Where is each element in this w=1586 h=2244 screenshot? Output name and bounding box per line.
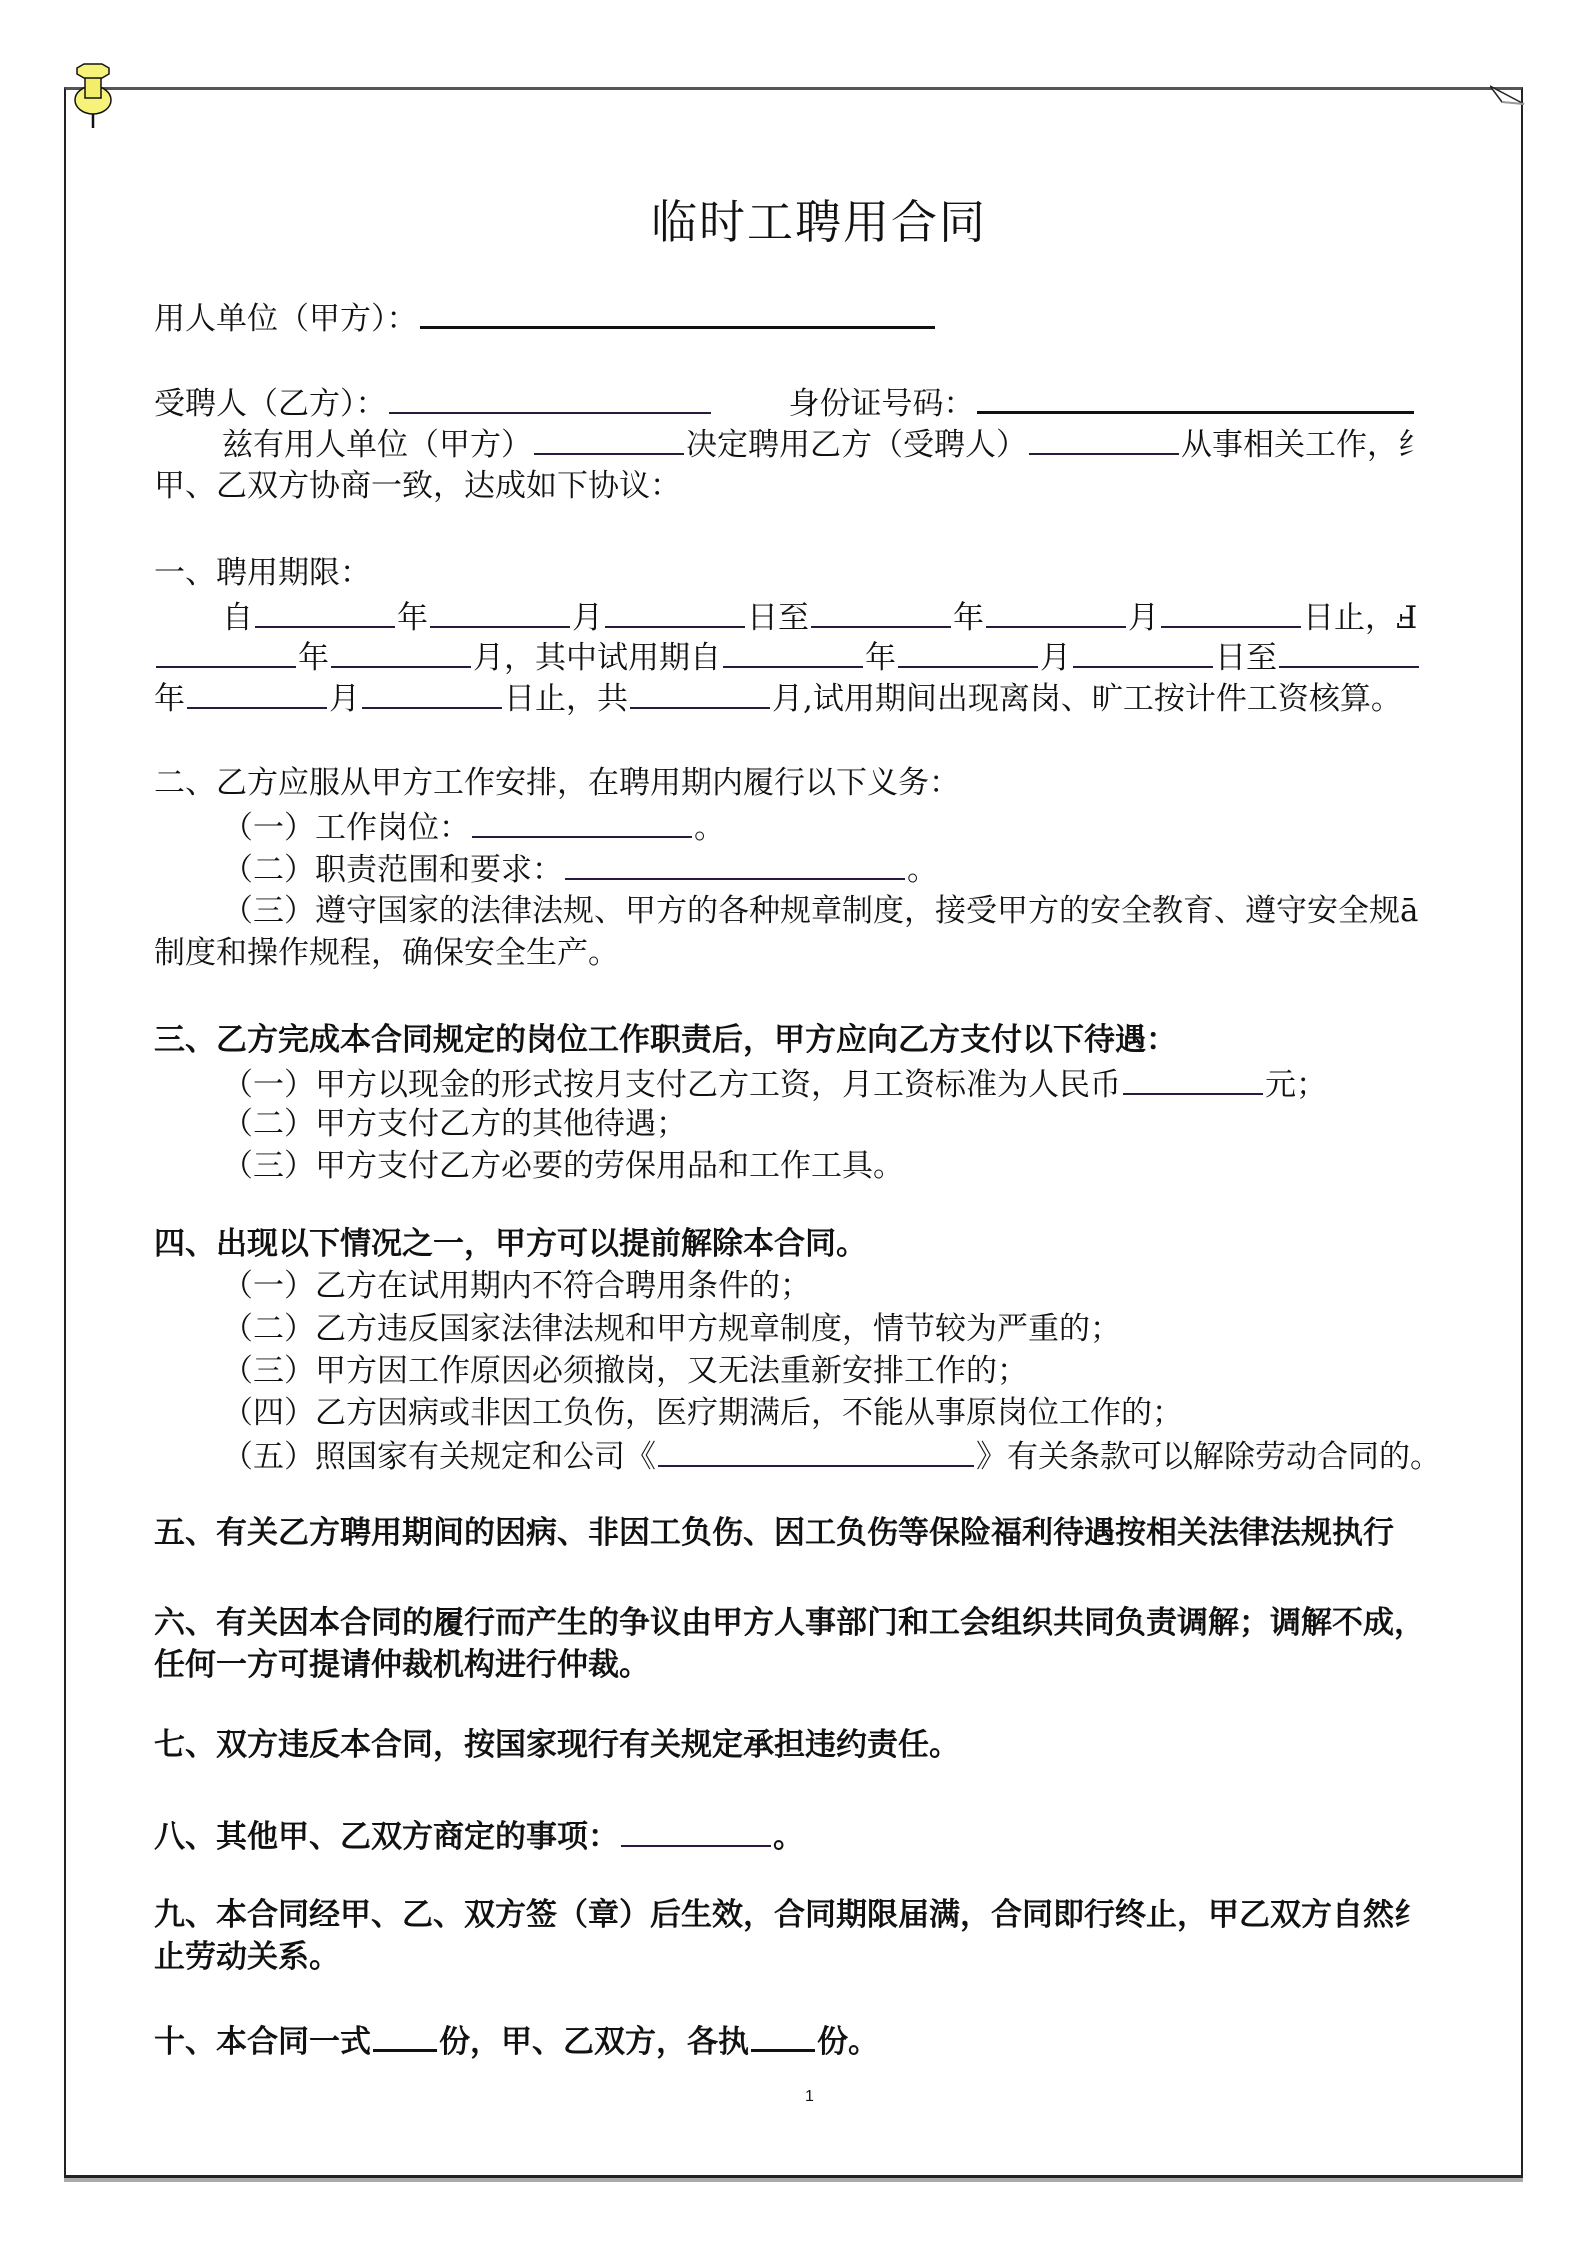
party-a-field[interactable]: [420, 296, 935, 329]
section-1-line-2: [154, 636, 1421, 678]
trial-end-day-field[interactable]: [362, 677, 502, 709]
section-1-line-1: [154, 596, 1418, 638]
section-2-item-2: [154, 848, 938, 890]
item-text: 八、其他甲、乙双方商定的事项：: [154, 1819, 619, 1855]
end-day-field[interactable]: [1161, 596, 1301, 628]
total-years-field[interactable]: [156, 636, 296, 668]
party-a-label: 用人单位（甲方）：: [154, 301, 418, 337]
item-text: 。: [694, 810, 725, 846]
term-text: 月: [1040, 640, 1071, 676]
item-text: 。: [773, 1819, 804, 1855]
section-2-heading: 二、乙方应服从甲方工作安排，在聘用期内履行以下义务：: [154, 765, 960, 801]
trial-start-month-field[interactable]: [898, 636, 1038, 668]
section-3-item-3: （三）甲方支付乙方必要的劳保用品和工作工具。: [222, 1148, 904, 1184]
term-text: 月: [329, 681, 360, 717]
pushpin-icon: [72, 62, 114, 130]
term-text: 年: [397, 600, 428, 636]
item-text: 。: [907, 852, 938, 888]
section-4-item-5: [154, 1435, 1441, 1477]
term-text: 年: [953, 600, 984, 636]
page-number: 1: [805, 2088, 814, 2105]
copies-each-field[interactable]: [751, 2019, 815, 2052]
document-body: [154, 0, 1441, 2244]
start-year-field[interactable]: [255, 596, 395, 628]
item-text: 十、本合同一式: [154, 2024, 371, 2060]
item-text: 份，甲、乙双方，各执: [439, 2024, 749, 2060]
intro-line-2: 甲、乙双方协商一致，达成如下协议：: [154, 468, 681, 504]
party-b-row: [154, 381, 1416, 424]
trial-end-month-field[interactable]: [187, 677, 327, 709]
end-year-field[interactable]: [811, 596, 951, 628]
item-text: （五）照国家有关规定和公司《: [222, 1439, 656, 1475]
term-text: 自: [222, 600, 253, 636]
section-9-cont: 止劳动关系。: [154, 1939, 340, 1975]
section-1-line-3: [154, 677, 1402, 719]
id-label: 身份证号码：: [788, 386, 975, 422]
section-9: 九、本合同经甲、乙、双方签（章）后生效，合同期限届满，合同即行终止，甲乙双方自然纟: [154, 1897, 1425, 1933]
trial-start-year-field[interactable]: [723, 636, 863, 668]
section-6-cont: 任何一方可提请仲裁机构进行仲裁。: [154, 1647, 650, 1683]
trial-end-year-field[interactable]: [1279, 636, 1419, 668]
item-text: （一）工作岗位：: [222, 810, 470, 846]
section-3-item-2: （二）甲方支付乙方的其他待遇；: [222, 1106, 687, 1142]
copies-total-field[interactable]: [373, 2019, 437, 2052]
term-text: 月: [1128, 600, 1159, 636]
item-text: 元；: [1265, 1067, 1327, 1103]
section-2-item-3: （三）遵守国家的法律法规、甲方的各种规章制度，接受甲方的安全教育、遵守安全规ā: [222, 893, 1419, 929]
section-4-item-2: （二）乙方违反国家法律法规和甲方规章制度，情节较为严重的；: [222, 1311, 1121, 1347]
section-4-item-3: （三）甲方因工作原因必须撤岗，又无法重新安排工作的；: [222, 1353, 1028, 1389]
company-rules-field[interactable]: [658, 1435, 974, 1467]
intro-line-1: [154, 423, 1429, 465]
section-1-heading: 一、聘用期限：: [154, 555, 371, 591]
section-3-heading: 三、乙方完成本合同规定的岗位工作职责后，甲方应向乙方支付以下待遇：: [154, 1022, 1177, 1058]
term-text: 年: [298, 640, 329, 676]
section-5: 五、有关乙方聘用期间的因病、非因工负伤、因工负伤等保险福利待遇按相关法律法规执行: [154, 1515, 1394, 1551]
intro-party-b-field[interactable]: [1029, 423, 1179, 455]
term-text: 年: [865, 640, 896, 676]
term-text: 日至: [747, 600, 809, 636]
intro-party-a-field[interactable]: [534, 423, 684, 455]
item-text: 》有关条款可以解除劳动合同的。: [976, 1439, 1441, 1475]
document-title: 临时工聘用合同: [651, 195, 987, 249]
term-text: 月: [572, 600, 603, 636]
total-months-field[interactable]: [331, 636, 471, 668]
party-b-field[interactable]: [389, 382, 711, 414]
section-7: 七、双方违反本合同，按国家现行有关规定承担违约责任。: [154, 1727, 960, 1763]
party-b-label: 受聘人（乙方）：: [154, 386, 387, 422]
term-text: 日止，共: [504, 681, 628, 717]
other-matters-field[interactable]: [621, 1815, 771, 1847]
term-text: 日止，Ⅎ: [1303, 600, 1418, 636]
end-month-field[interactable]: [986, 596, 1126, 628]
section-4-item-4: （四）乙方因病或非因工负伤，医疗期满后，不能从事原岗位工作的；: [222, 1395, 1183, 1431]
section-10: [154, 2019, 879, 2062]
item-text: （二）职责范围和要求：: [222, 852, 563, 888]
section-8: [154, 1815, 804, 1857]
section-2-item-3-cont: 制度和操作规程，确保安全生产。: [154, 935, 619, 971]
start-day-field[interactable]: [605, 596, 745, 628]
duties-field[interactable]: [565, 848, 905, 880]
item-text: 份。: [817, 2024, 879, 2060]
salary-field[interactable]: [1123, 1063, 1263, 1095]
page-curl-icon: [1490, 84, 1526, 106]
item-text: （一）甲方以现金的形式按月支付乙方工资，月工资标准为人民币: [222, 1067, 1121, 1103]
section-4-item-1: （一）乙方在试用期内不符合聘用条件的；: [222, 1268, 811, 1304]
term-text: 月，其中试用期自: [473, 640, 721, 676]
section-3-item-1: [154, 1063, 1327, 1105]
start-month-field[interactable]: [430, 596, 570, 628]
intro-text: 兹有用人单位（甲方）: [222, 427, 532, 463]
intro-text: 从事相关工作，纟: [1181, 427, 1429, 463]
trial-months-field[interactable]: [630, 677, 770, 709]
job-position-field[interactable]: [472, 806, 692, 838]
term-text: 年: [154, 681, 185, 717]
term-text: 日至: [1215, 640, 1277, 676]
section-6: 六、有关因本合同的履行而产生的争议由甲方人事部门和工会组织共同负责调解；调解不成，: [154, 1605, 1425, 1641]
intro-text: 决定聘用乙方（受聘人）: [686, 427, 1027, 463]
party-a-row: [154, 296, 937, 339]
term-text: 月,试用期间出现离岗、旷工按计件工资核算。: [772, 681, 1402, 717]
section-2-item-1: [154, 806, 725, 848]
id-number-field[interactable]: [977, 381, 1414, 414]
section-4-heading: 四、出现以下情况之一，甲方可以提前解除本合同。: [154, 1226, 867, 1262]
trial-start-day-field[interactable]: [1073, 636, 1213, 668]
